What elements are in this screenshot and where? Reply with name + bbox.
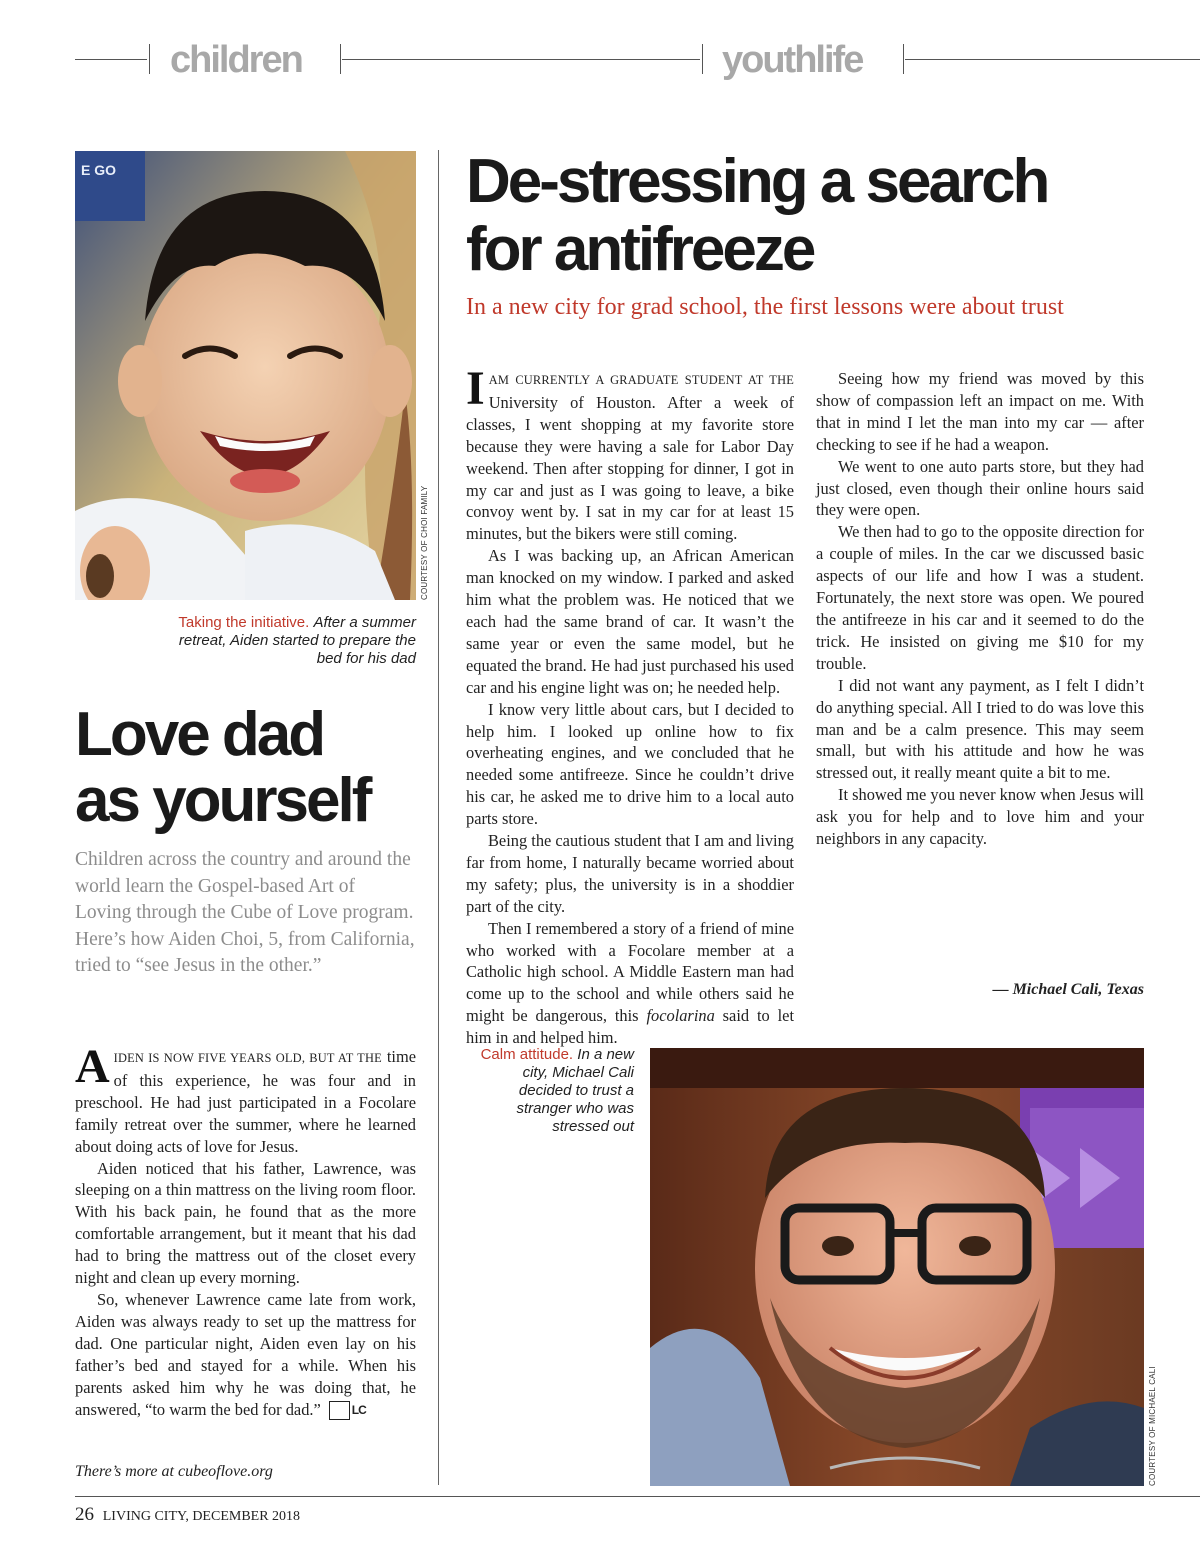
dropcap: A [75,1040,110,1093]
paragraph: Being the cautious student that I am and living far from home, I naturally became worried about my safety; plus, the university is in a shoddier part of the city. [466,831,794,916]
man-photo-caption [466,1046,634,1136]
footer-rule [75,1496,1200,1497]
photo-credit: COURTESY OF MICHAEL CALI [1148,1366,1157,1486]
header-tick [340,44,341,74]
paragraph [75,1040,416,1158]
paragraph-smallcaps: AM CURRENTLY A GRADUATE STUDENT AT THE [488,373,794,387]
caption-text: After a summer retreat, Aiden started to prepare the bed for his dad [178,614,416,667]
paragraph-smallcaps: IDEN IS NOW FIVE YEARS OLD, BUT AT THE [113,1051,382,1065]
page-number: 26 [75,1504,94,1525]
child-photo-illustration [75,151,416,600]
paragraph-text: said to let him in and helped him. [466,1006,794,1048]
byline: — Michael Cali, Texas [992,981,1144,998]
paragraph: We went to one auto parts store, but they had just closed, even though their online hours said they were open. [816,456,1144,520]
lc-logo-icon: LC [329,1401,350,1420]
paragraph-text: So, whenever Lawrence came late from work, Aiden was always ready to set up the mattress for dad. One particular night, Aiden even lay on his father’s bed and stayed for a while. When his parents asked him why he was doing that, he answered, “to warm the bed for dad.” [75,1289,416,1419]
more-link[interactable]: There’s more at cubeoflove.org [75,1463,273,1480]
main-headline [466,148,1186,284]
paragraph: Aiden noticed that his father, Lawrence, was sleeping on a thin mattress on the living room floor. With his back pain, he found that as the more comfortable arrangement, but it meant that his dad had to bring the mattress out of the closet every night and clean up every morning. [75,1158,416,1288]
paragraph-text: Then I remembered a story of a friend of mine who worked with a Focolare member at a Catholic high school. A Middle Eastern man had come up to the school and while others said he might be dangerous, this [466,918,794,1026]
left-article-body [75,1040,416,1420]
paragraph: As I was backing up, an African American man knocked on my window. I parked and asked him what the problem was. He noticed that we each had the same brand of car. It wasn’t the same year or even the same model, but he equated the brand. He had just purchased his used car and his engine light was on; he needed help. [466,546,794,697]
left-headline [75,702,435,834]
paragraph-text: time of this experience, he was four and in preschool. He had just participated in a Focolare family retreat over the summer, where he learned about doing acts of love for Jesus. [75,1047,416,1156]
header-tick [149,44,150,74]
man-photo-illustration [650,1048,1144,1486]
paragraph: I know very little about cars, but I decided to help him. I looked up online how to fix overheating engines, and we concluded that he needed some antifreeze. Since he couldn’t drive his car, he asked me to drive him to a local auto parts store. [466,699,794,829]
header-rule-left [75,59,147,60]
paragraph [466,918,794,1049]
main-headline-line1: De-stressing a search [466,147,1048,216]
main-deck: In a new city for grad school, the first lessons were about trust [466,294,1064,320]
dropcap: I [466,362,485,415]
main-headline-line2: for antifreeze [466,215,814,284]
footer [75,1503,300,1529]
caption-lead: Taking the initiative. [178,614,310,631]
paragraph: I did not want any payment, as I felt I didn’t do anything special. All I tried to do was love this man and be a calm presence. This may seem small, but with his attitude and how he was stressed out, it really meant quite a bit to me. [816,675,1144,783]
paragraph-text: University of Houston. After a week of classes, I went shopping at my favorite store because they were having a sale for Labor Day weekend. Then after stopping for dinner, I got in my car and just as I was going to leave, a bike convoy went by. I sat in my car for at least 15 minutes, but the bikers were still coming. [466,392,794,544]
section-label-youthlife: youthlife [722,39,863,81]
paragraph [75,1289,416,1420]
paragraph: We then had to go to the opposite direction for a couple of miles. In the car we discussed basic aspects of our life and how I was a student. Fortunately, the next store was open. We poured the antifreeze in his car and it seemed to do the trick. He insisted on giving me $10 for my trouble. [816,522,1144,673]
paragraph: It showed me you never know when Jesus will ask you for help and to love him and your neighbors in any capacity. [816,785,1144,849]
left-deck: Children across the country and around the world learn the Gospel-based Art of Loving through the Cube of Love program. Here’s how Aiden Choi, 5, from California, tried to “see Jesus in the other.” [75,849,415,976]
caption-lead: Calm attitude. [480,1046,574,1063]
column-divider [438,150,439,1485]
paragraph: Seeing how my friend was moved by this show of compassion left an impact on me. With that in mind I let the man into my car — after checking to see if he had a weapon. [816,369,1144,454]
shirt-text: E GO [81,162,117,178]
header-tick [702,44,703,74]
caption-text: In a new city, Michael Cali decided to trust a stranger who was stressed out [516,1046,634,1135]
header-rule-right [905,59,1200,60]
main-article-column-2 [816,368,1144,850]
section-label-children: children [170,39,302,81]
child-photo-caption [170,614,416,668]
child-photo [75,151,416,600]
left-headline-line1: Love dad [75,700,324,769]
publication-name: LIVING CITY, DECEMBER 2018 [102,1509,301,1524]
paragraph [466,362,794,545]
man-photo [650,1048,1144,1486]
header-rule-middle [342,59,700,60]
main-article-column-1 [466,362,794,1049]
italic-word: focolarina [646,1006,715,1026]
photo-credit: COURTESY OF CHOI FAMILY [420,485,429,600]
left-headline-line2: as yourself [75,766,370,835]
header-tick [903,44,904,74]
